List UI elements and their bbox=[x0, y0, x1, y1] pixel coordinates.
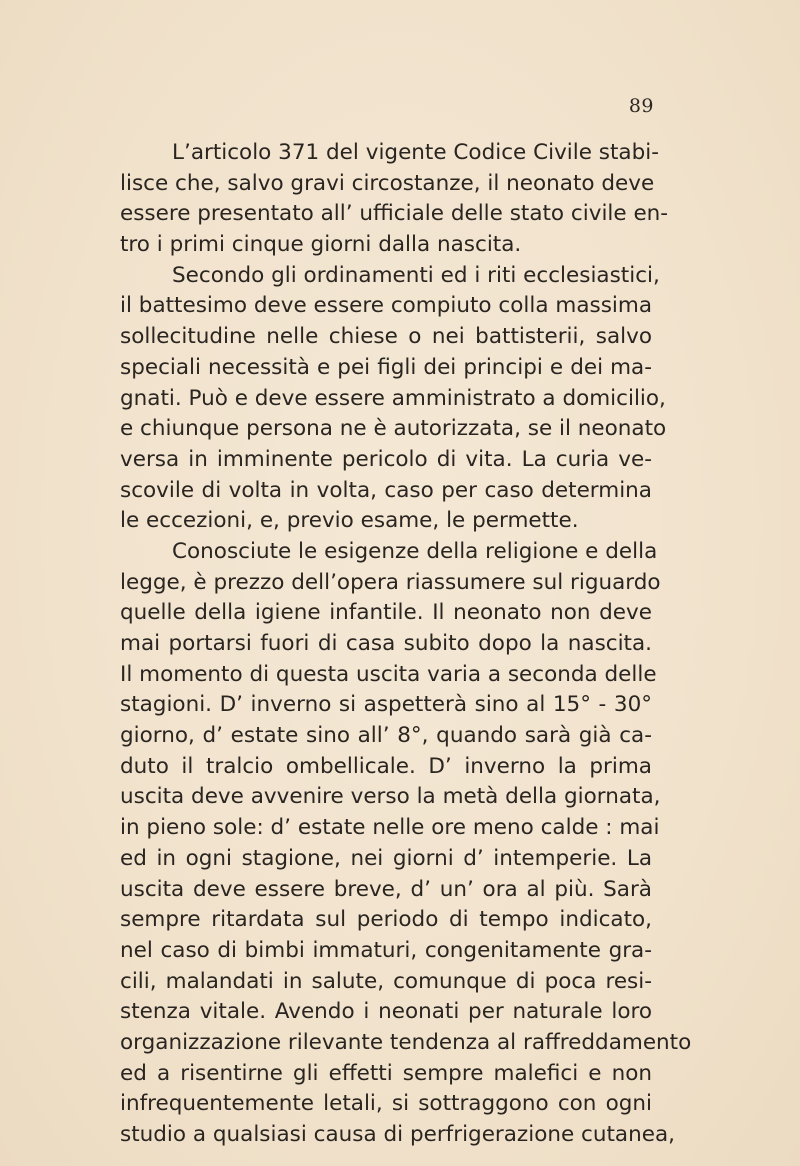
text-line: legge, è prezzo dell’opera riassumere sul riguardo bbox=[120, 569, 661, 595]
text-line: uscita deve avvenire verso la metà della giornata, bbox=[120, 784, 661, 810]
text-line: speciali necessità e pei figli dei principi e dei ma- bbox=[120, 354, 652, 380]
text-line: organizzazione rilevante tendenza al raffreddamento bbox=[120, 1029, 692, 1055]
text-line: gnati. Può e deve essere amministrato a domicilio, bbox=[120, 385, 666, 411]
text-line: scovile di volta in volta, caso per caso determina bbox=[120, 477, 652, 503]
text-line: ed a risentirne gli effetti sempre malefici e non bbox=[120, 1060, 652, 1086]
text-line: Conosciute le esigenze della religione e della bbox=[172, 538, 658, 564]
text-line: tro i primi cinque giorni dalla nascita. bbox=[120, 232, 522, 258]
text-line: Il momento di questa uscita varia a seconda delle bbox=[120, 661, 657, 687]
text-line: giorno, d’ estate sino all’ 8°, quando sarà già ca- bbox=[120, 723, 652, 749]
text-line: sollecitudine nelle chiese o nei battisterii, salvo bbox=[120, 324, 652, 350]
text-line: le eccezioni, e, previo esame, le permette. bbox=[120, 508, 579, 534]
text-line: sempre ritardata sul periodo di tempo indicato, bbox=[120, 907, 652, 933]
text-line: e chiunque persona ne è autorizzata, se il neonato bbox=[120, 416, 667, 442]
text-line: mai portarsi fuori di casa subito dopo la nascita. bbox=[120, 631, 652, 656]
text-line: essere presentato all’ ufficiale delle stato civile en- bbox=[120, 201, 669, 227]
text-line: quelle della igiene infantile. Il neonato non deve bbox=[120, 600, 652, 626]
text-line: uscita deve essere breve, d’ un’ ora al più. Sarà bbox=[120, 876, 652, 902]
text-line: in pieno sole: d’ estate nelle ore meno calde : mai bbox=[120, 815, 660, 841]
text-line: versa in imminente pericolo di vita. La curia ve- bbox=[120, 446, 652, 472]
text-line: ed in ogni stagione, nei giorni d’ intemperie. La bbox=[120, 845, 652, 871]
text-line: stenza vitale. Avendo i neonati per naturale loro bbox=[120, 999, 652, 1025]
text-line: infrequentemente letali, si sottraggono con ogni bbox=[120, 1091, 652, 1117]
text-line: L’articolo 371 del vigente Codice Civile stabi- bbox=[172, 140, 659, 165]
page-number: 89 bbox=[628, 95, 654, 117]
text-line: lisce che, salvo gravi circostanze, il neonato deve bbox=[120, 170, 655, 196]
text-line: nel caso di bimbi immaturi, congenitamente gra- bbox=[120, 937, 652, 963]
text-line: cili, malandati in salute, comunque di poca resi- bbox=[120, 968, 652, 994]
body-text bbox=[120, 138, 692, 1151]
text-line: il battesimo deve essere compiuto colla massima bbox=[120, 293, 652, 319]
text-line: studio a qualsiasi causa di perfrigerazione cutanea, bbox=[120, 1122, 675, 1147]
text-line: stagioni. D’ inverno si aspetterà sino al 15° - 30° bbox=[120, 692, 652, 718]
text-line: Secondo gli ordinamenti ed i riti ecclesiastici, bbox=[172, 262, 660, 288]
text-line: duto il tralcio ombellicale. D’ inverno la prima bbox=[120, 753, 652, 779]
